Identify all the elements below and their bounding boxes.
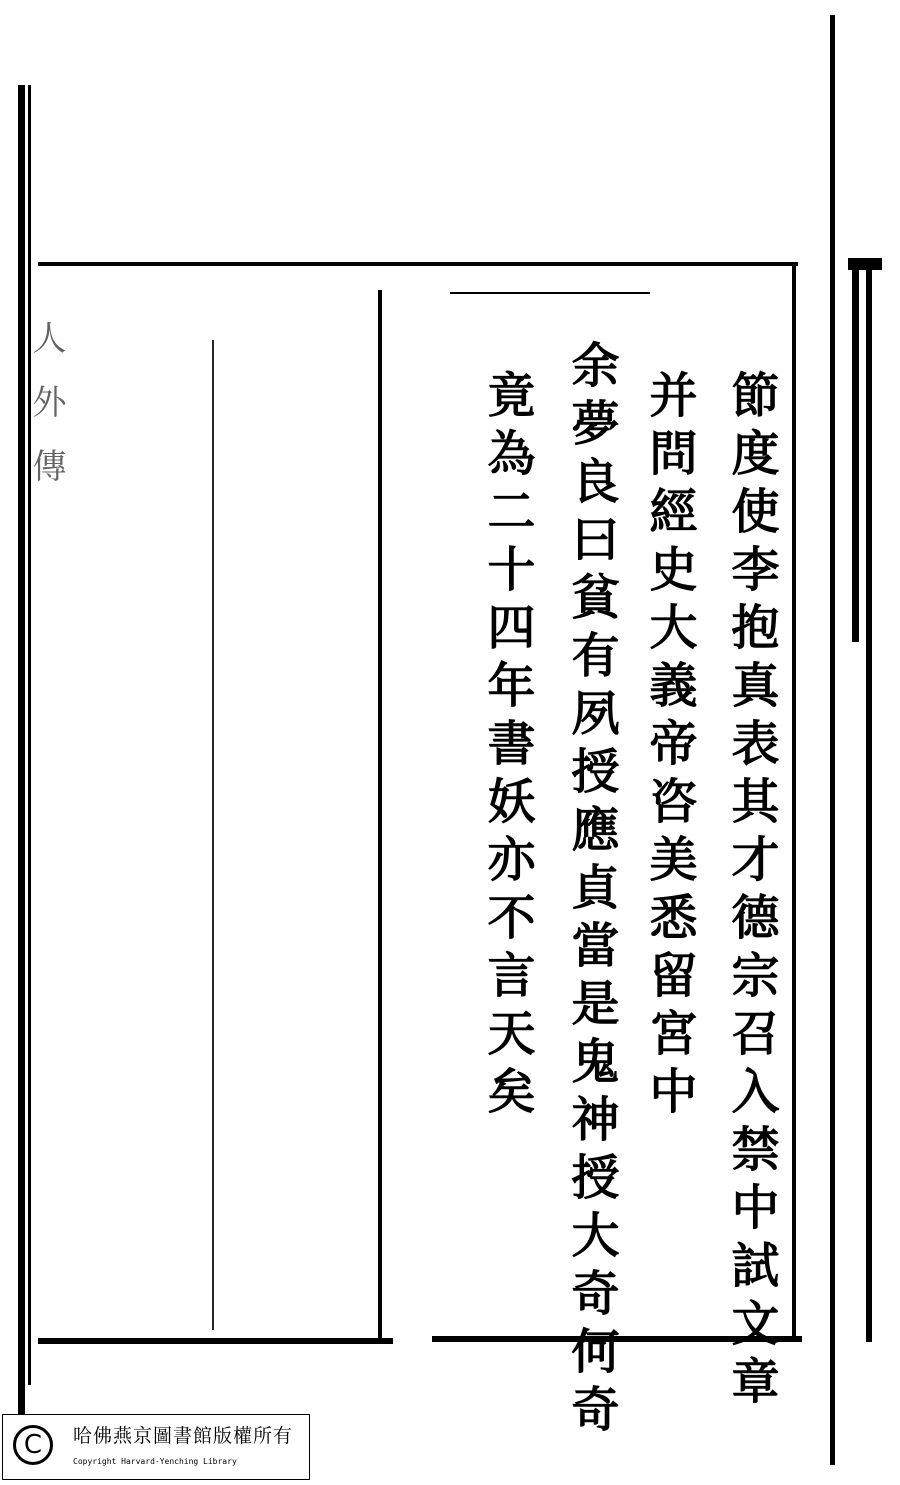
frame-inner-top-rule: [450, 292, 650, 294]
copyright-english: Copyright Harvard-Yenching Library: [73, 1457, 237, 1466]
copyright-chinese: 哈佛燕京圖書館版權所有: [73, 1425, 294, 1447]
spine-edge: [866, 262, 872, 1342]
book-spine-line: [830, 15, 835, 1465]
text-column-2: 并問經史大義帝咨美悉留宮中: [641, 370, 697, 1124]
text-column-1: 節度使李抱真表其才德宗召入禁中試文章: [723, 370, 779, 1414]
text-column-4: 竟為二十四年書妖亦不言天矣: [479, 370, 535, 1124]
column-divider: [378, 290, 382, 1340]
frame-left-border: [18, 85, 25, 1415]
column-divider-faint: [212, 340, 214, 1330]
frame-bottom-rule-left: [38, 1338, 393, 1344]
frame-left-border-inner: [28, 85, 31, 1385]
margin-title: 人外傳: [26, 320, 66, 512]
spine-edge-upper: [852, 262, 859, 642]
copyright-icon: C: [13, 1425, 53, 1465]
copyright-stamp: [2, 1414, 310, 1480]
text-column-3: 余夢良曰貧有夙授應貞當是鬼神授大奇何奇: [563, 340, 619, 1442]
frame-top-rule: [38, 262, 798, 266]
frame-right-border: [792, 262, 796, 1342]
spine-cap: [848, 258, 882, 270]
